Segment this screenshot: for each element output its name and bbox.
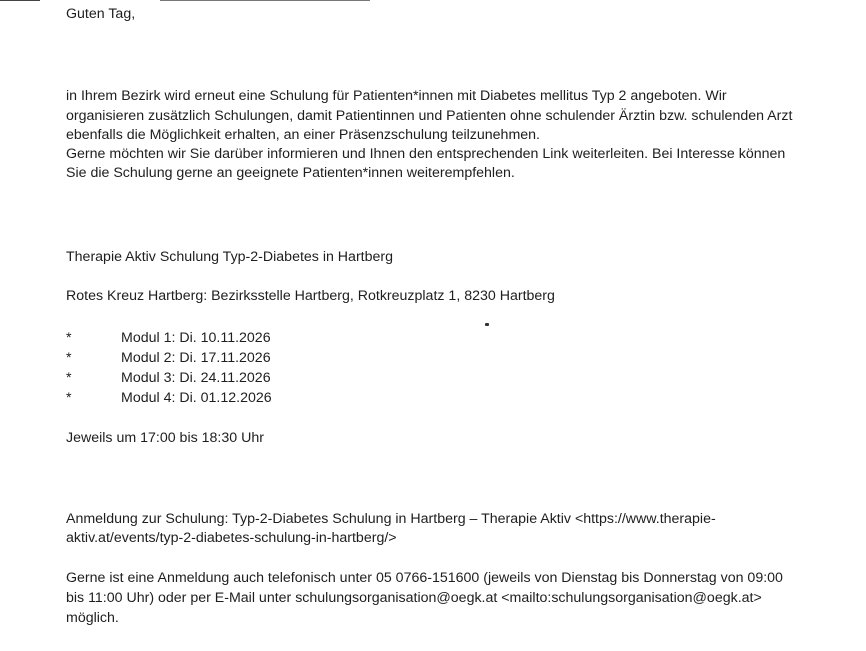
course-time: Jeweils um 17:00 bis 18:30 Uhr (66, 430, 264, 446)
module-label: Modul 1: Di. 10.11.2026 (121, 330, 271, 346)
course-location: Rotes Kreuz Hartberg: Bezirksstelle Hartberg, Rotkreuzplatz 1, 8230 Hartberg (66, 288, 555, 304)
intro-line-2: organisieren zusätzlich Schulungen, damit Patientinnen und Patienten ohne schulender Ärztin bzw. schulenden Arzt (66, 108, 793, 124)
module-label: Modul 4: Di. 01.12.2026 (121, 390, 272, 406)
intro-line-1: in Ihrem Bezirk wird erneut eine Schulung für Patienten*innen mit Diabetes mellitus Typ 2 angeboten. Wir (66, 88, 727, 104)
contact-line-1: Gerne ist eine Anmeldung auch telefonisch unter 05 0766-151600 (jeweils von Dienstag bis Donnerstag von 09:00 (66, 570, 783, 586)
scan-speck (485, 323, 489, 326)
greeting: Guten Tag, (66, 6, 136, 22)
scan-edge-line (0, 0, 40, 1)
intro-line-4: Gerne möchten wir Sie darüber informieren und Ihnen den entsprechenden Link weiterleiten. Bei Interesse können (66, 146, 786, 162)
course-title: Therapie Aktiv Schulung Typ-2-Diabetes in Hartberg (66, 249, 394, 265)
bullet-star: * (66, 350, 72, 366)
module-label: Modul 3: Di. 24.11.2026 (121, 370, 271, 386)
scan-edge-line (160, 0, 370, 1)
bullet-star: * (66, 330, 72, 346)
contact-line-3: möglich. (66, 610, 119, 626)
intro-line-3: ebenfalls die Möglichkeit erhalten, an einer Präsenzschulung teilzunehmen. (66, 127, 540, 143)
bullet-star: * (66, 370, 72, 386)
contact-line-2: bis 11:00 Uhr) oder per E-Mail unter schulungsorganisation@oegk.at <mailto:schulungsorganisation@oegk.at> (66, 590, 762, 606)
intro-line-5: Sie die Schulung gerne an geeignete Patienten*innen weiterempfehlen. (66, 165, 515, 181)
registration-line-1: Anmeldung zur Schulung: Typ-2-Diabetes Schulung in Hartberg – Therapie Aktiv <https://www.therapie- (66, 511, 716, 527)
registration-line-2: aktiv.at/events/typ-2-diabetes-schulung-in-hartberg/> (66, 530, 397, 546)
module-label: Modul 2: Di. 17.11.2026 (121, 350, 271, 366)
bullet-star: * (66, 390, 72, 406)
